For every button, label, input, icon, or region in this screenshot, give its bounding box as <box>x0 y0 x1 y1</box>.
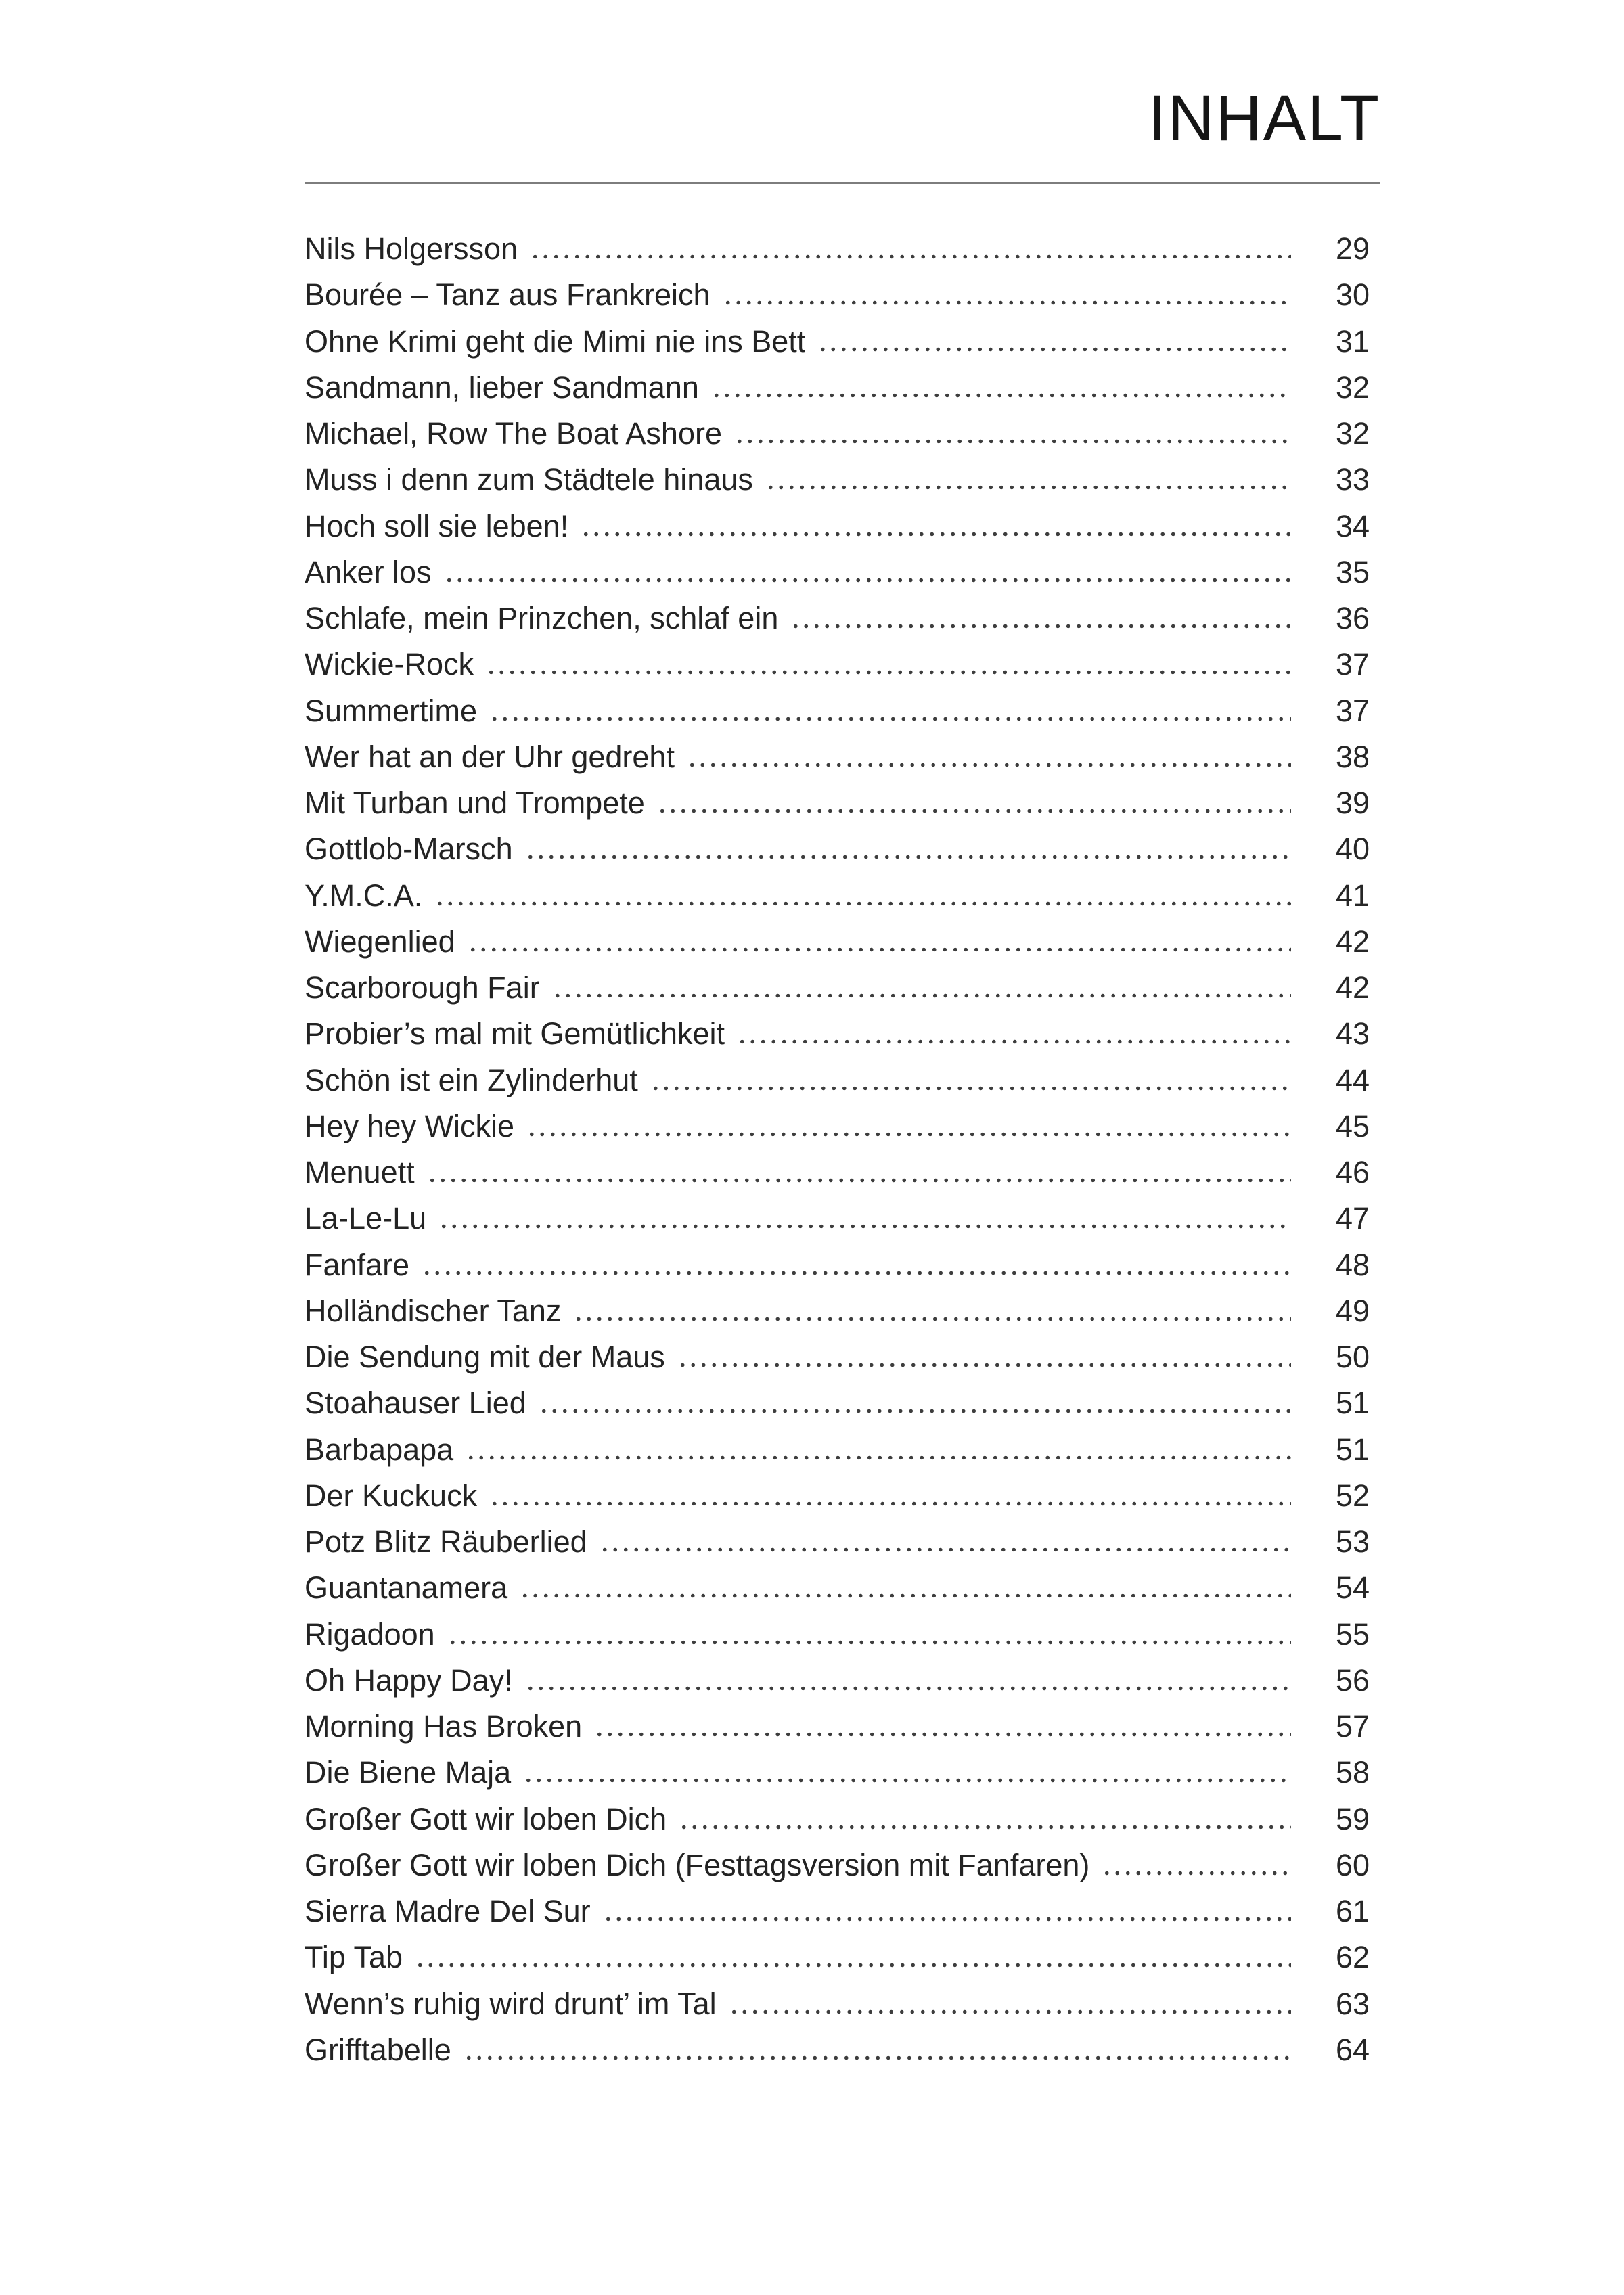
toc-entry <box>304 734 1380 780</box>
toc-entry-page: 47 <box>1335 1201 1370 1236</box>
toc-entry-title: Sandmann, lieber Sandmann <box>304 369 699 405</box>
toc-entry-page: 43 <box>1335 1016 1370 1051</box>
dot-leader <box>483 641 1291 687</box>
dot-leader <box>815 319 1291 365</box>
toc-entry-title: Y.M.C.A. <box>304 878 423 913</box>
toc-entry-page: 54 <box>1335 1570 1370 1606</box>
toc-entry-title: Stoahauser Lied <box>304 1386 526 1421</box>
toc-entry-page: 31 <box>1335 323 1370 359</box>
dot-leader <box>463 1427 1291 1473</box>
toc-entry <box>304 549 1380 595</box>
toc-entry-page: 60 <box>1335 1847 1370 1882</box>
dot-leader <box>527 226 1291 272</box>
toc-entry-title: Der Kuckuck <box>304 1478 478 1513</box>
toc-entry <box>304 641 1380 687</box>
toc-entry-title: Mit Turban und Trompete <box>304 786 645 820</box>
dot-leader <box>578 503 1291 549</box>
toc-entry-title: Guantanamera <box>304 1570 508 1606</box>
dot-leader <box>788 595 1291 641</box>
toc-entry <box>304 1011 1380 1057</box>
toc-entry-page: 51 <box>1335 1432 1370 1467</box>
dot-leader <box>648 1058 1291 1104</box>
toc-entry-page: 58 <box>1335 1755 1370 1790</box>
toc-entry-page: 35 <box>1335 554 1370 589</box>
toc-entry-page: 61 <box>1335 1894 1370 1928</box>
toc-entry <box>304 319 1380 365</box>
dot-leader <box>676 1796 1291 1842</box>
dot-leader <box>654 780 1291 826</box>
toc-entry-title: Anker los <box>304 554 432 589</box>
dot-leader <box>487 688 1291 734</box>
dot-leader <box>600 1888 1291 1934</box>
toc-entry-title: Großer Gott wir loben Dich (Festtagsversion mit Fanfaren) <box>304 1847 1090 1882</box>
toc-entry <box>304 1473 1380 1519</box>
toc-entry <box>304 1196 1380 1242</box>
toc-entry-title: Wickie-Rock <box>304 647 474 682</box>
toc-entry <box>304 226 1380 272</box>
toc-entry-page: 32 <box>1335 369 1370 405</box>
toc-entry-page: 49 <box>1335 1293 1370 1328</box>
toc-entry <box>304 1242 1380 1288</box>
toc-entry-page: 64 <box>1335 2032 1370 2067</box>
toc-entry-title: Rigadoon <box>304 1616 435 1652</box>
toc-entry-page: 48 <box>1335 1247 1370 1282</box>
header-rule <box>304 182 1380 184</box>
toc-entry-page: 37 <box>1335 647 1370 682</box>
toc-entry-page: 46 <box>1335 1155 1370 1189</box>
toc-entry-title: Hey hey Wickie <box>304 1108 515 1143</box>
toc-entry-page: 36 <box>1335 601 1370 635</box>
toc-entry-title: Oh Happy Day! <box>304 1662 513 1698</box>
toc-entry <box>304 2027 1380 2073</box>
toc-entry <box>304 1981 1380 2027</box>
dot-leader <box>412 1934 1291 1980</box>
toc-entry-title: Hoch soll sie leben! <box>304 508 569 543</box>
dot-leader <box>591 1704 1291 1750</box>
toc-entry-page: 30 <box>1335 277 1370 313</box>
toc-entry-page: 62 <box>1335 1940 1370 1975</box>
toc-entry-page: 63 <box>1335 1986 1370 2021</box>
toc-entry <box>304 1427 1380 1473</box>
page-title: INHALT <box>1148 83 1380 154</box>
toc-entry-title: Schlafe, mein Prinzchen, schlaf ein <box>304 601 779 635</box>
toc-entry <box>304 1750 1380 1796</box>
toc-entry <box>304 1934 1380 1980</box>
toc-entry <box>304 1380 1380 1426</box>
toc-entry <box>304 919 1380 965</box>
toc-entry-page: 29 <box>1335 231 1370 266</box>
toc-entry-page: 52 <box>1335 1478 1370 1513</box>
dot-leader <box>487 1473 1291 1519</box>
toc-entry-page: 50 <box>1335 1340 1370 1374</box>
toc-entry-title: Morning Has Broken <box>304 1709 583 1744</box>
toc-entry <box>304 1796 1380 1842</box>
toc-content <box>304 0 1380 2073</box>
toc-entry-page: 53 <box>1335 1524 1370 1559</box>
dot-leader <box>734 1011 1291 1057</box>
dot-leader <box>441 549 1291 595</box>
toc-entry <box>304 826 1380 872</box>
toc-entry-title: Wer hat an der Uhr gedreht <box>304 739 675 774</box>
toc-entry <box>304 1104 1380 1150</box>
toc-entry-title: Großer Gott wir loben Dich <box>304 1801 667 1836</box>
dot-leader <box>536 1380 1291 1426</box>
toc-entry <box>304 780 1380 826</box>
toc-entry <box>304 457 1380 503</box>
toc-entry-title: Barbapapa <box>304 1432 454 1467</box>
toc-entry <box>304 1519 1380 1565</box>
dot-leader <box>461 2027 1291 2073</box>
toc-entry-title: Bourée – Tanz aus Frankreich <box>304 277 710 313</box>
dot-leader <box>520 1750 1291 1796</box>
dot-leader <box>445 1612 1291 1658</box>
toc-entry-page: 45 <box>1335 1108 1370 1143</box>
toc-entry-page: 56 <box>1335 1662 1370 1698</box>
toc-entry-title: Grifftabelle <box>304 2032 451 2067</box>
toc-entry-title: Sierra Madre Del Sur <box>304 1894 591 1928</box>
dot-leader <box>465 919 1291 965</box>
toc-entry-page: 39 <box>1335 786 1370 820</box>
toc-entry-page: 32 <box>1335 416 1370 451</box>
toc-entry <box>304 1704 1380 1750</box>
dot-leader <box>419 1242 1291 1288</box>
toc-entry-title: Wenn’s ruhig wird drunt’ im Tal <box>304 1986 717 2021</box>
toc-entry-page: 42 <box>1335 970 1370 1005</box>
toc-entry <box>304 1565 1380 1611</box>
toc-entry-page: 55 <box>1335 1616 1370 1652</box>
toc-entry-title: Nils Holgersson <box>304 231 518 266</box>
toc-entry-title: Tip Tab <box>304 1940 403 1975</box>
toc-entry <box>304 411 1380 457</box>
dot-leader <box>731 411 1291 457</box>
dot-leader <box>720 272 1291 318</box>
toc-entry-page: 57 <box>1335 1709 1370 1744</box>
toc-entry-title: Probier’s mal mit Gemütlichkeit <box>304 1016 725 1051</box>
dot-leader <box>522 826 1291 872</box>
toc-entry-title: Wiegenlied <box>304 924 455 959</box>
toc-entry <box>304 1842 1380 1888</box>
toc-entry-title: Potz Blitz Räuberlied <box>304 1524 587 1559</box>
toc-entry <box>304 1058 1380 1104</box>
toc-entry-page: 41 <box>1335 878 1370 913</box>
dot-leader <box>675 1334 1291 1380</box>
dot-leader <box>763 457 1291 503</box>
toc-entry <box>304 965 1380 1011</box>
toc-entry-page: 40 <box>1335 832 1370 867</box>
toc-entry <box>304 1150 1380 1196</box>
toc-entry-title: Fanfare <box>304 1247 410 1282</box>
dot-leader <box>549 965 1291 1011</box>
dot-leader <box>570 1288 1291 1334</box>
dot-leader <box>436 1196 1291 1242</box>
dot-leader <box>726 1981 1291 2027</box>
toc-entry <box>304 595 1380 641</box>
dot-leader <box>597 1519 1291 1565</box>
dot-leader <box>517 1565 1291 1611</box>
toc-entry <box>304 272 1380 318</box>
toc-entry <box>304 688 1380 734</box>
toc-entry-page: 33 <box>1335 462 1370 497</box>
toc-entry-page: 34 <box>1335 508 1370 543</box>
toc-entry <box>304 1612 1380 1658</box>
toc-entry-page: 37 <box>1335 693 1370 728</box>
toc-entry-page: 51 <box>1335 1386 1370 1421</box>
toc-entry <box>304 503 1380 549</box>
toc-entry-title: Die Sendung mit der Maus <box>304 1340 665 1374</box>
toc-entry <box>304 1658 1380 1704</box>
toc-entry <box>304 365 1380 411</box>
toc-entry-page: 59 <box>1335 1801 1370 1836</box>
toc-entry-page: 42 <box>1335 924 1370 959</box>
toc-entry-title: Schön ist ein Zylinderhut <box>304 1062 638 1097</box>
toc-entry <box>304 873 1380 919</box>
toc-entry <box>304 1334 1380 1380</box>
toc-entry <box>304 1288 1380 1334</box>
toc-entry-title: Michael, Row The Boat Ashore <box>304 416 722 451</box>
toc-entry-title: Summertime <box>304 693 478 728</box>
toc-entry-title: Scarborough Fair <box>304 970 540 1005</box>
dot-leader <box>524 1104 1291 1150</box>
toc-list <box>304 226 1380 2073</box>
toc-entry-title: Gottlob-Marsch <box>304 832 513 867</box>
dot-leader <box>432 873 1291 919</box>
toc-entry-title: Muss i denn zum Städtele hinaus <box>304 462 753 497</box>
toc-entry-title: La-Le-Lu <box>304 1201 427 1236</box>
toc-entry-title: Menuett <box>304 1155 415 1189</box>
toc-entry <box>304 1888 1380 1934</box>
dot-leader <box>708 365 1291 411</box>
toc-entry-title: Ohne Krimi geht die Mimi nie ins Bett <box>304 323 806 359</box>
dot-leader <box>684 734 1291 780</box>
toc-entry-page: 38 <box>1335 739 1370 774</box>
toc-entry-title: Die Biene Maja <box>304 1755 512 1790</box>
toc-entry-page: 44 <box>1335 1062 1370 1097</box>
dot-leader <box>1099 1842 1291 1888</box>
dot-leader <box>522 1658 1291 1704</box>
dot-leader <box>424 1150 1291 1196</box>
toc-entry-title: Holländischer Tanz <box>304 1293 562 1328</box>
